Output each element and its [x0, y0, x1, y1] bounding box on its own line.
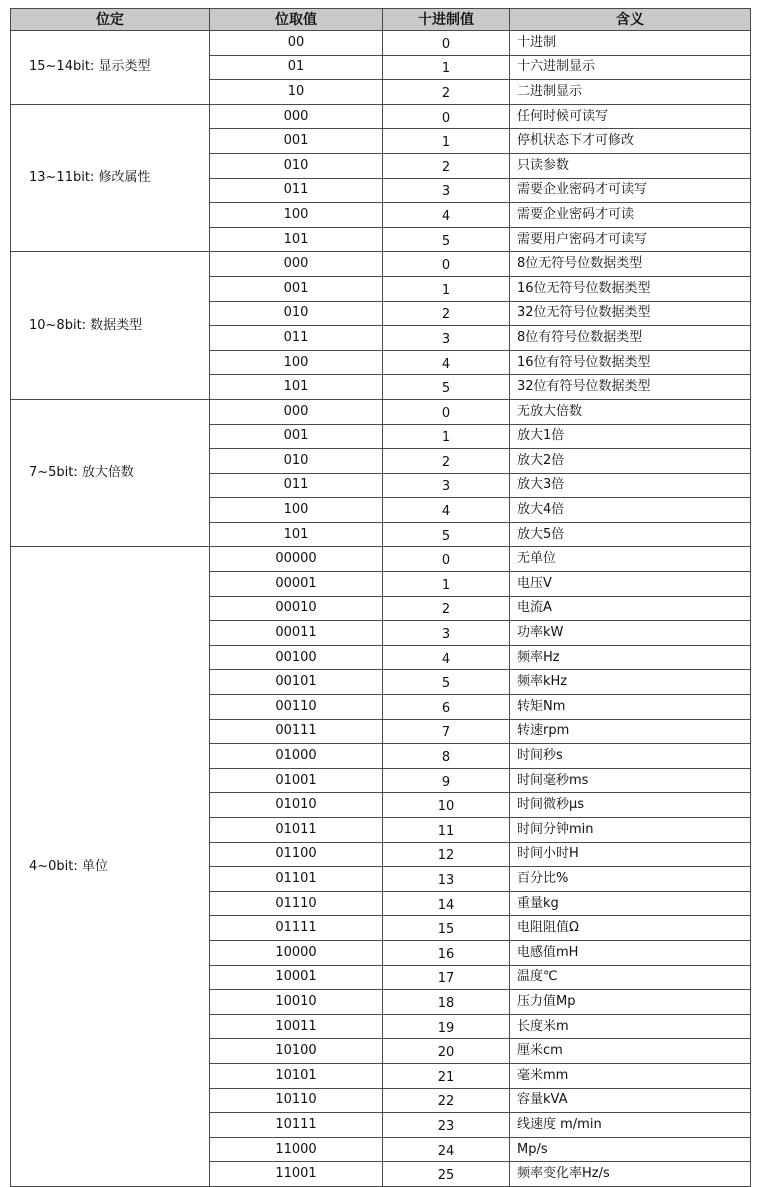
decimal-value-cell: 4: [383, 350, 510, 375]
decimal-value-cell: 5: [383, 670, 510, 695]
meaning-cell: 只读参数: [510, 153, 751, 178]
decimal-value-cell: 19: [383, 1014, 510, 1039]
table-row: [11, 252, 751, 277]
meaning-cell: 16位有符号位数据类型: [510, 350, 751, 375]
bit-value-cell: 011: [210, 473, 383, 498]
bit-value-cell: 10100: [210, 1039, 383, 1064]
bit-value-cell: 11000: [210, 1137, 383, 1162]
decimal-value-cell: 22: [383, 1088, 510, 1113]
decimal-value-cell: 3: [383, 473, 510, 498]
meaning-cell: 毫米mm: [510, 1063, 751, 1088]
decimal-value-cell: 0: [383, 31, 510, 56]
decimal-value-cell: 3: [383, 178, 510, 203]
decimal-value-cell: 5: [383, 522, 510, 547]
bit-value-cell: 000: [210, 252, 383, 277]
decimal-value-cell: 13: [383, 867, 510, 892]
decimal-value-cell: 0: [383, 252, 510, 277]
bit-value-cell: 001: [210, 424, 383, 449]
group-label: 10~8bit: 数据类型: [11, 252, 210, 400]
bit-value-cell: 10011: [210, 1014, 383, 1039]
bit-value-cell: 100: [210, 350, 383, 375]
decimal-value-cell: 2: [383, 301, 510, 326]
decimal-value-cell: 1: [383, 129, 510, 154]
bit-value-cell: 01010: [210, 793, 383, 818]
bit-value-cell: 00000: [210, 547, 383, 572]
bit-value-cell: 010: [210, 153, 383, 178]
bit-definition-table: [10, 8, 751, 1187]
meaning-cell: 电流A: [510, 596, 751, 621]
meaning-cell: 放大5倍: [510, 522, 751, 547]
bit-value-cell: 000: [210, 104, 383, 129]
meaning-cell: 频率变化率Hz/s: [510, 1162, 751, 1187]
meaning-cell: 电阻阻值Ω: [510, 916, 751, 941]
meaning-cell: Mp/s: [510, 1137, 751, 1162]
document-page: [10, 8, 751, 1187]
meaning-cell: 无单位: [510, 547, 751, 572]
meaning-cell: 需要企业密码才可读写: [510, 178, 751, 203]
group-label: 15~14bit: 显示类型: [11, 31, 210, 105]
decimal-value-cell: 2: [383, 80, 510, 105]
meaning-cell: 放大1倍: [510, 424, 751, 449]
meaning-cell: 时间微秒μs: [510, 793, 751, 818]
header-row: [11, 9, 751, 31]
group-label: 4~0bit: 单位: [11, 547, 210, 1186]
bit-value-cell: 00101: [210, 670, 383, 695]
decimal-value-cell: 4: [383, 203, 510, 228]
decimal-value-cell: 6: [383, 695, 510, 720]
meaning-cell: 32位有符号位数据类型: [510, 375, 751, 400]
decimal-value-cell: 24: [383, 1137, 510, 1162]
meaning-cell: 任何时候可读写: [510, 104, 751, 129]
decimal-value-cell: 16: [383, 940, 510, 965]
table-body: [11, 31, 751, 1187]
bit-value-cell: 10001: [210, 965, 383, 990]
bit-value-cell: 01101: [210, 867, 383, 892]
bit-value-cell: 00011: [210, 621, 383, 646]
bit-value-cell: 00110: [210, 695, 383, 720]
decimal-value-cell: 21: [383, 1063, 510, 1088]
decimal-value-cell: 4: [383, 645, 510, 670]
bit-value-cell: 010: [210, 449, 383, 474]
meaning-cell: 32位无符号位数据类型: [510, 301, 751, 326]
decimal-value-cell: 14: [383, 891, 510, 916]
bit-value-cell: 010: [210, 301, 383, 326]
meaning-cell: 停机状态下才可修改: [510, 129, 751, 154]
meaning-cell: 频率kHz: [510, 670, 751, 695]
bit-value-cell: 000: [210, 399, 383, 424]
decimal-value-cell: 9: [383, 768, 510, 793]
decimal-value-cell: 17: [383, 965, 510, 990]
decimal-value-cell: 15: [383, 916, 510, 941]
bit-value-cell: 01: [210, 55, 383, 80]
bit-value-cell: 11001: [210, 1162, 383, 1187]
decimal-value-cell: 0: [383, 104, 510, 129]
bit-value-cell: 01001: [210, 768, 383, 793]
bit-value-cell: 01011: [210, 818, 383, 843]
bit-value-cell: 001: [210, 276, 383, 301]
meaning-cell: 频率Hz: [510, 645, 751, 670]
bit-value-cell: 01000: [210, 744, 383, 769]
bit-value-cell: 10111: [210, 1113, 383, 1138]
meaning-cell: 重量kg: [510, 891, 751, 916]
meaning-cell: 容量kVA: [510, 1088, 751, 1113]
bit-value-cell: 01111: [210, 916, 383, 941]
decimal-value-cell: 18: [383, 990, 510, 1015]
bit-value-cell: 100: [210, 203, 383, 228]
table-row: [11, 399, 751, 424]
header-decimal-value: 十进制值: [383, 9, 510, 31]
meaning-cell: 16位无符号位数据类型: [510, 276, 751, 301]
bit-value-cell: 10000: [210, 940, 383, 965]
decimal-value-cell: 8: [383, 744, 510, 769]
meaning-cell: 8位有符号位数据类型: [510, 326, 751, 351]
decimal-value-cell: 5: [383, 227, 510, 252]
meaning-cell: 转矩Nm: [510, 695, 751, 720]
decimal-value-cell: 25: [383, 1162, 510, 1187]
bit-value-cell: 00001: [210, 572, 383, 597]
decimal-value-cell: 23: [383, 1113, 510, 1138]
bit-value-cell: 10101: [210, 1063, 383, 1088]
meaning-cell: 时间秒s: [510, 744, 751, 769]
table-row: [11, 31, 751, 56]
meaning-cell: 温度℃: [510, 965, 751, 990]
meaning-cell: 无放大倍数: [510, 399, 751, 424]
decimal-value-cell: 1: [383, 424, 510, 449]
header-meaning: 含义: [510, 9, 751, 31]
decimal-value-cell: 1: [383, 276, 510, 301]
bit-value-cell: 011: [210, 326, 383, 351]
meaning-cell: 放大3倍: [510, 473, 751, 498]
meaning-cell: 长度米m: [510, 1014, 751, 1039]
meaning-cell: 放大4倍: [510, 498, 751, 523]
bit-value-cell: 101: [210, 522, 383, 547]
bit-value-cell: 101: [210, 375, 383, 400]
decimal-value-cell: 12: [383, 842, 510, 867]
bit-value-cell: 00111: [210, 719, 383, 744]
bit-value-cell: 00100: [210, 645, 383, 670]
meaning-cell: 转速rpm: [510, 719, 751, 744]
bit-value-cell: 01100: [210, 842, 383, 867]
meaning-cell: 需要用户密码才可读写: [510, 227, 751, 252]
decimal-value-cell: 0: [383, 547, 510, 572]
decimal-value-cell: 5: [383, 375, 510, 400]
decimal-value-cell: 11: [383, 818, 510, 843]
meaning-cell: 放大2倍: [510, 449, 751, 474]
bit-value-cell: 10: [210, 80, 383, 105]
meaning-cell: 百分比%: [510, 867, 751, 892]
decimal-value-cell: 2: [383, 449, 510, 474]
decimal-value-cell: 10: [383, 793, 510, 818]
meaning-cell: 线速度 m/min: [510, 1113, 751, 1138]
group-label: 7~5bit: 放大倍数: [11, 399, 210, 547]
meaning-cell: 厘米cm: [510, 1039, 751, 1064]
bit-value-cell: 101: [210, 227, 383, 252]
decimal-value-cell: 4: [383, 498, 510, 523]
meaning-cell: 电感值mH: [510, 940, 751, 965]
decimal-value-cell: 0: [383, 399, 510, 424]
meaning-cell: 电压V: [510, 572, 751, 597]
bit-value-cell: 00010: [210, 596, 383, 621]
decimal-value-cell: 1: [383, 55, 510, 80]
bit-value-cell: 00: [210, 31, 383, 56]
bit-value-cell: 011: [210, 178, 383, 203]
bit-value-cell: 001: [210, 129, 383, 154]
decimal-value-cell: 2: [383, 596, 510, 621]
meaning-cell: 时间分钟min: [510, 818, 751, 843]
meaning-cell: 需要企业密码才可读: [510, 203, 751, 228]
decimal-value-cell: 3: [383, 621, 510, 646]
meaning-cell: 十进制: [510, 31, 751, 56]
decimal-value-cell: 7: [383, 719, 510, 744]
decimal-value-cell: 1: [383, 572, 510, 597]
bit-value-cell: 01110: [210, 891, 383, 916]
group-label: 13~11bit: 修改属性: [11, 104, 210, 252]
header-bit-position: 位定: [11, 9, 210, 31]
bit-value-cell: 100: [210, 498, 383, 523]
decimal-value-cell: 2: [383, 153, 510, 178]
meaning-cell: 压力值Mp: [510, 990, 751, 1015]
meaning-cell: 二进制显示: [510, 80, 751, 105]
meaning-cell: 功率kW: [510, 621, 751, 646]
meaning-cell: 时间小时H: [510, 842, 751, 867]
bit-value-cell: 10110: [210, 1088, 383, 1113]
meaning-cell: 8位无符号位数据类型: [510, 252, 751, 277]
decimal-value-cell: 3: [383, 326, 510, 351]
decimal-value-cell: 20: [383, 1039, 510, 1064]
bit-value-cell: 10010: [210, 990, 383, 1015]
table-row: [11, 104, 751, 129]
table-header: [11, 9, 751, 31]
meaning-cell: 时间毫秒ms: [510, 768, 751, 793]
meaning-cell: 十六进制显示: [510, 55, 751, 80]
header-bit-value: 位取值: [210, 9, 383, 31]
table-row: [11, 547, 751, 572]
